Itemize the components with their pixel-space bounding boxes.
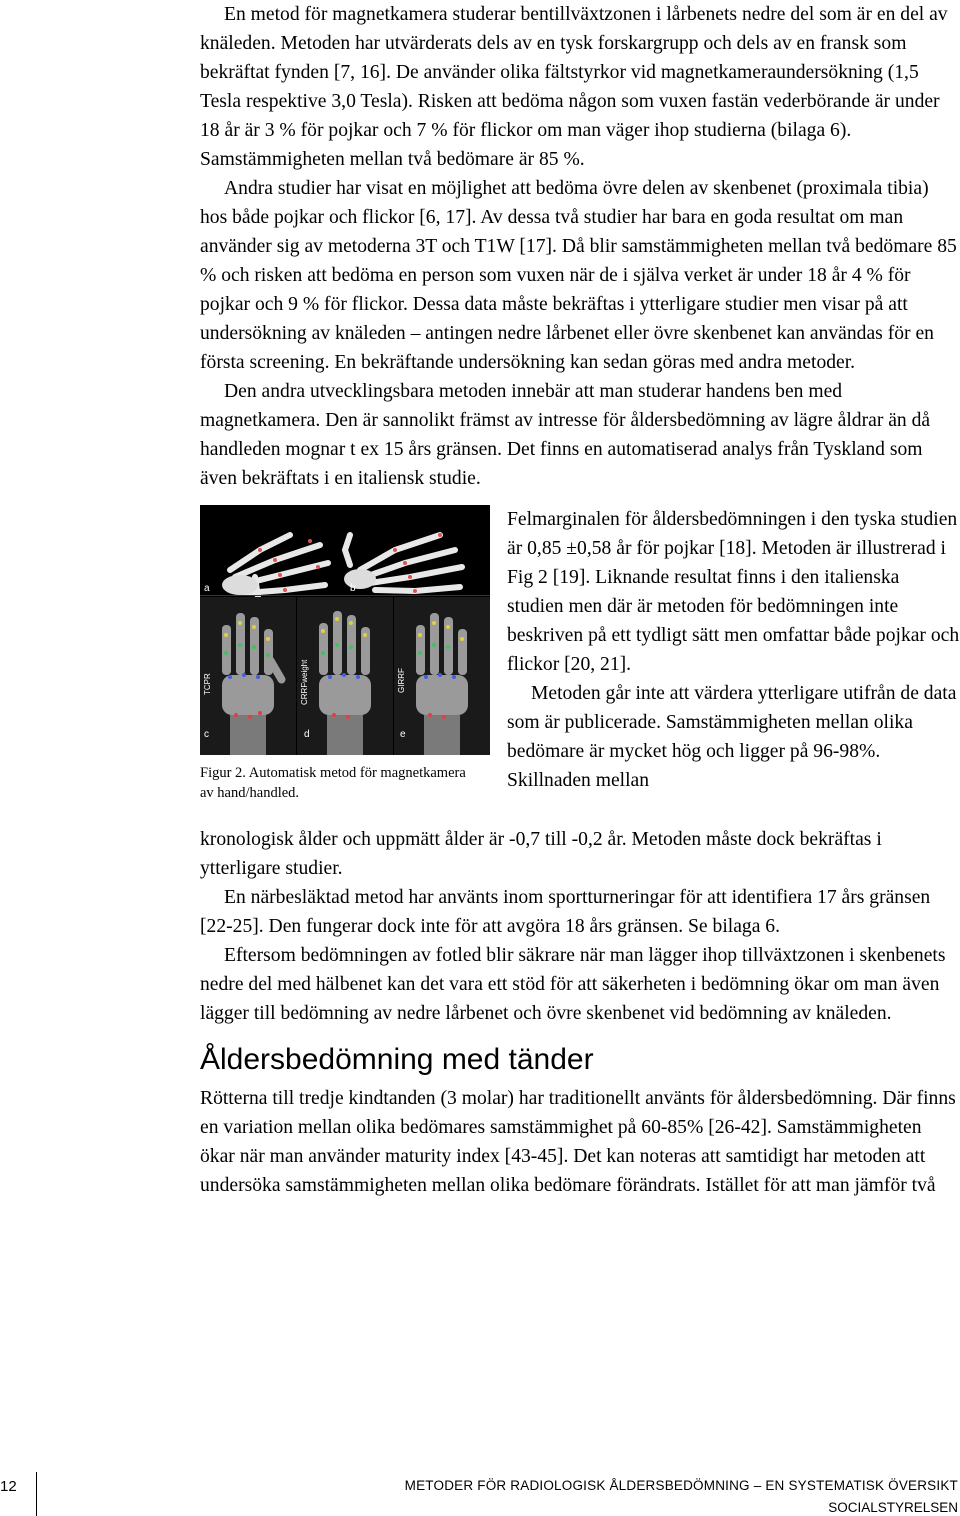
vertical-label-girrf: GIRRF	[397, 668, 406, 693]
section-heading: Åldersbedömning med tänder	[200, 1043, 594, 1076]
paragraph-ankle: Eftersom bedömningen av fotled blir säkrare när man lägger ihop tillväxtzonen i skenbenets nedre del med hälbenet kan det vara ett stöd för att säkerheten i bedömning ökar om man även lägger till bedömning av nedre lårbenet och övre skenbenet vid bedömning av knäleden.	[200, 945, 946, 1024]
footer-organization: SOCIALSTYRELSEN	[828, 1500, 958, 1515]
panel-d-hand	[297, 597, 393, 755]
panel-label-b: b	[350, 583, 356, 594]
footer-divider	[36, 1472, 37, 1516]
vertical-label-crrf: CRRFweight	[300, 659, 309, 705]
panel-c-hand	[200, 597, 296, 755]
paragraph-method-evaluation: Metoden går inte att värdera ytterligare utifrån de data som är publicerade. Samstämmigheten mellan olika bedömare är mycket hög och ligger på 96-98%. Skillnaden mellan	[507, 683, 957, 791]
body-column	[200, 0, 960, 1200]
figure-caption: Figur 2. Automatisk metod för magnetkamera av hand/handled.	[200, 765, 466, 801]
footer-title: METODER FÖR RADIOLOGISK ÅLDERSBEDÖMNING – EN SYSTEMATISK ÖVERSIKT	[404, 1478, 958, 1493]
paragraph-knee-femur: En metod för magnetkamera studerar bentillväxtzonen i lårbenets nedre del som är en del av knäleden. Metoden har utvärderats dels av en tysk forskargrupp och dels av en fransk som bekräftat fynden [7, 16]. De använder olika fältstyrkor vid magnetkameraundersökning (1,5 Tesla respektive 3,0 Tesla). Risken att bedöma någon som vuxen fastän vederbörande är under 18 år är 3 % för pojkar och 7 % för flickor om man väger ihop studierna (bilaga 6).	[200, 4, 948, 141]
vertical-label-tcpr: TCPR	[203, 673, 212, 695]
hand-mri-image	[200, 505, 490, 755]
figure-2	[200, 505, 490, 801]
paragraph-chronological-age: kronologisk ålder och uppmätt ålder är -0,7 till -0,2 år. Metoden måste dock bekräftas i ytterligare studier.	[200, 829, 882, 879]
page-number: 12	[0, 1478, 17, 1495]
paragraph-tibia: Andra studier har visat en möjlighet att bedöma övre delen av skenbenet (proximala tibia) hos både pojkar och flickor [6, 17]. Av dessa två studier har bara en goda resultat om man använder sig av metoderna 3T och T1W [17]. Då blir samstämmigheten mellan två bedömare 85 % och risken att bedöma en person som vuxen när de i själva verket är under 18 år 4 % för pojkar och 9 % för flickor. Dessa data måste bekräftas i ytterligare studier men visar på att undersökning av knäleden – antingen nedre lårbenet eller övre skenbenet kan användas för en första screening. En bekräftande undersökning kan sedan göras med andra metoder.	[200, 178, 957, 373]
panel-label-d: d	[304, 729, 310, 740]
panel-e-hand	[394, 597, 490, 755]
paragraph-sports-method: En närbesläktad metod har använts inom sportturneringar för att identifiera 17 års gränsen [22-25]. Den fungerar dock inte för att avgöra 18 års gränsen. Se bilaga 6.	[200, 887, 931, 937]
panel-label-c: c	[204, 729, 209, 740]
panel-label-a: a	[204, 583, 210, 594]
figure-and-sidetext	[200, 505, 960, 825]
paragraph-error-margin: Felmarginalen för åldersbedömningen i den tyska studien är 0,85 ±0,58 år för pojkar [18]. Metoden är illustrerad i Fig 2 [19]. Liknande resultat finns i den italienska studien men där är metoden för bedömningen inte beskriven på ett tydligt sätt men omfattar både pojkar och flickor [20, 21].	[507, 509, 960, 675]
side-text	[507, 505, 960, 795]
paragraph-hand-mri: Den andra utvecklingsbara metoden innebär att man studerar handens ben med magnetkamera. Den är sannolikt främst av intresse för åldersbedömning av lägre åldrar än då handleden mognar t ex 15 års gränsen. Det finns en automatiserad analys från Tyskland som även bekräftats i en italiensk studie.	[200, 381, 931, 489]
paragraph-agreement: Samstämmigheten mellan två bedömare är 85 %.	[200, 149, 585, 170]
panel-label-e: e	[400, 729, 406, 740]
paragraph-teeth: Rötterna till tredje kindtanden (3 molar) har traditionellt använts för åldersbedömning. Där finns en variation mellan olika bedömares samstämmighet på 60-85% [26-42]. Samstämmigheten ökar när man använder maturity index [43-45]. Det kan noteras att samtidigt har metoden att undersöka samstämmigheten mellan olika bedömare förändrats. Istället för att man jämför två	[200, 1088, 956, 1196]
